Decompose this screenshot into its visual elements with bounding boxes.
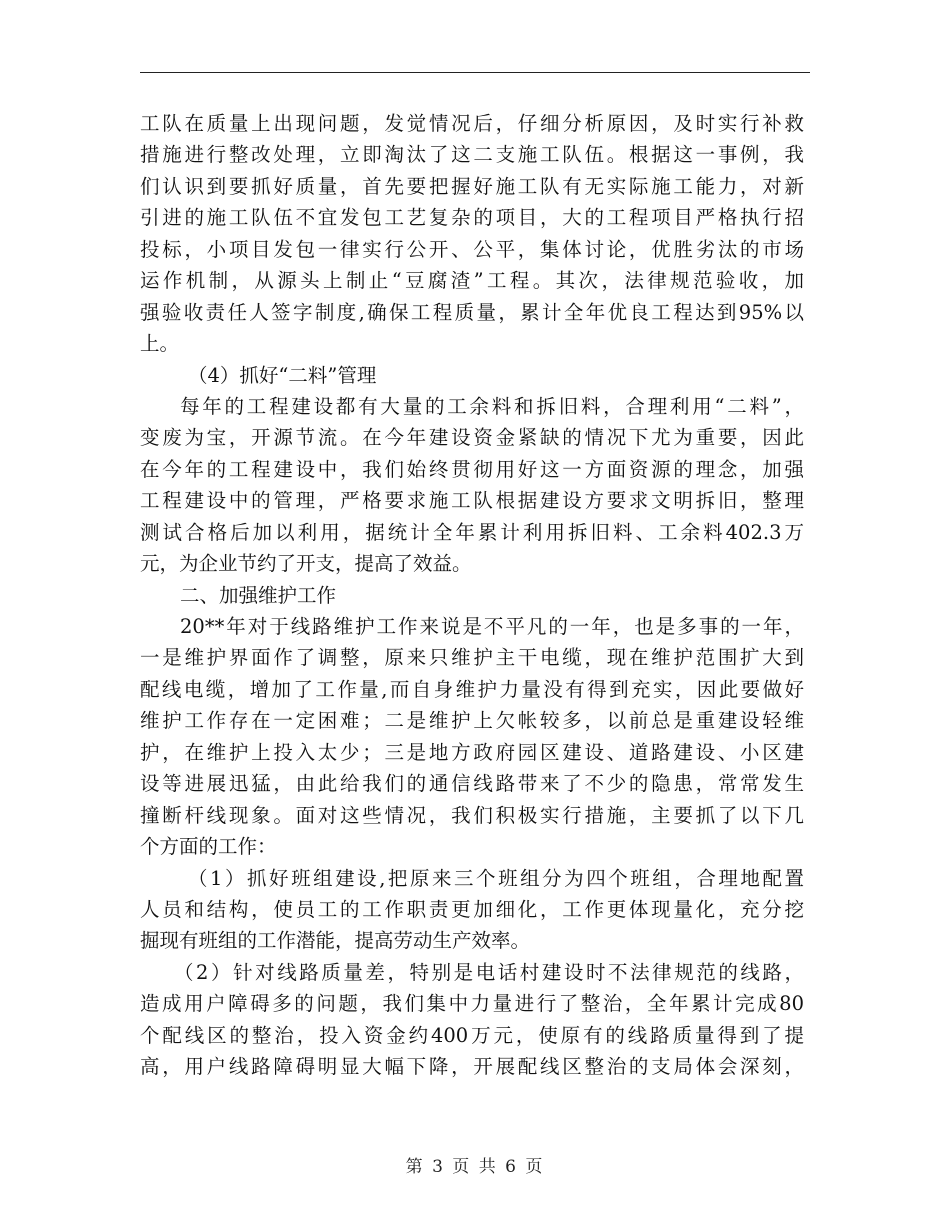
footer-middle: 页 共 — [452, 1157, 498, 1177]
text-line: 个配线区的整治，投入资金约400万元，使原有的线路质量得到了提 — [140, 1023, 804, 1047]
footer-total-pages: 6 — [505, 1157, 518, 1177]
footer-prefix: 第 — [405, 1157, 425, 1177]
document-body — [140, 108, 804, 1083]
text-line: 工程建设中的管理，严格要求施工队根据建设方要求文明拆旧，整理 — [140, 489, 804, 513]
text-line: 们认识到要抓好质量，首先要把握好施工队有无实际施工能力，对新 — [140, 174, 804, 198]
text-line: 二、加强维护工作 — [180, 583, 337, 607]
text-line: （4）抓好“二料”管理 — [188, 363, 377, 387]
text-line: 造成用户障碍多的问题，我们集中力量进行了整治，全年累计完成80 — [140, 992, 804, 1016]
text-line: 上。 — [140, 332, 180, 356]
text-line: 一是维护界面作了调整，原来只维护主干电缆，现在维护范围扩大到 — [140, 646, 804, 670]
text-line: 测试合格后加以利用，据统计全年累计利用拆旧料、工余料402.3万 — [140, 520, 804, 544]
text-line: 元，为企业节约了开支，提高了效益。 — [140, 552, 472, 576]
text-line: 工队在质量上出现问题，发觉情况后，仔细分析原因，及时实行补救 — [140, 112, 804, 135]
text-line: 在今年的工程建设中，我们始终贯彻用好这一方面资源的理念，加强 — [140, 457, 804, 481]
page-footer — [0, 1152, 950, 1177]
text-line: 撞断杆线现象。面对这些情况，我们积极实行措施，主要抓了以下几 — [140, 803, 804, 827]
header-rule — [140, 72, 810, 73]
text-line: 投标，小项目发包一律实行公开、公平，集体讨论，优胜劣汰的市场 — [140, 237, 804, 261]
text-line: 变废为宝，开源节流。在今年建设资金紧缺的情况下尤为重要，因此 — [140, 426, 804, 450]
text-line: 掘现有班组的工作潜能，提高劳动生产效率。 — [140, 929, 531, 953]
footer-suffix: 页 — [525, 1157, 545, 1177]
text-line: 引进的施工队伍不宜发包工艺复杂的项目，大的工程项目严格执行招 — [140, 206, 804, 230]
text-line: 强验收责任人签字制度,确保工程质量，累计全年优良工程达到95%以 — [140, 300, 804, 324]
text-line: 个方面的工作： — [140, 835, 277, 859]
footer-current-page: 3 — [432, 1157, 445, 1177]
text-line: 配线电缆，增加了工作量,而自身维护力量没有得到充实，因此要做好 — [140, 677, 804, 701]
text-line: 人员和结构，使员工的工作职责更加细化，工作更体现量化，充分挖 — [140, 897, 804, 921]
text-line: 设等进展迅猛，由此给我们的通信线路带来了不少的隐患，常常发生 — [140, 772, 804, 796]
text-line: （1）抓好班组建设,把原来三个班组分为四个班组，合理地配置 — [188, 866, 804, 890]
text-line: 措施进行整改处理，立即淘汰了这二支施工队伍。根据这一事例，我 — [140, 143, 804, 167]
text-line: 维护工作存在一定困难；二是维护上欠帐较多，以前总是重建设轻维 — [140, 709, 804, 733]
text-line: 20**年对于线路维护工作来说是不平凡的一年，也是多事的一年， — [180, 615, 804, 638]
text-line: 高，用户线路障碍明显大幅下降，开展配线区整治的支局体会深刻， — [140, 1055, 804, 1079]
text-line: 护，在维护上投入太少；三是地方政府园区建设、道路建设、小区建 — [140, 740, 804, 764]
text-line: 每年的工程建设都有大量的工余料和拆旧料，合理利用“二料”， — [180, 394, 804, 418]
text-line: 运作机制，从源头上制止“豆腐渣”工程。其次，法律规范验收，加 — [140, 269, 804, 293]
text-line: （2）针对线路质量差，特别是电话村建设时不法律规范的线路， — [174, 960, 804, 984]
